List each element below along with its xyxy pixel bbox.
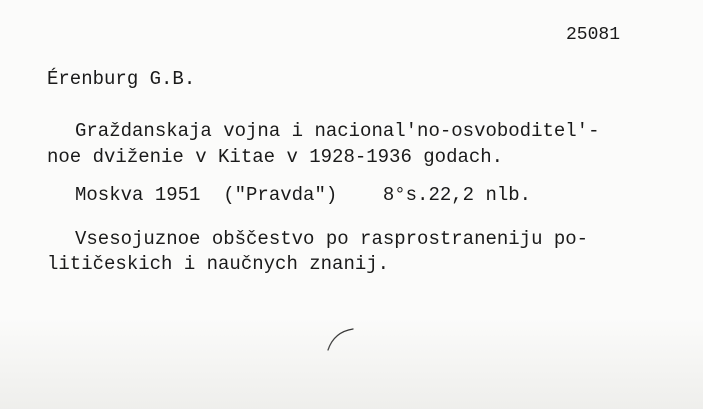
pencil-stroke-mark — [326, 326, 356, 352]
title-line-2: noe dviženie v Kitae v 1928-1936 godach. — [47, 146, 504, 168]
publisher-line-1: Vsesojuznoe obščestvo po rasprostraneniju po- — [75, 228, 589, 250]
catalog-number: 25081 — [566, 25, 621, 45]
title-line-1: Graždanskaja vojna i nacional'no-osvoboditel'- — [75, 120, 600, 142]
imprint-line: Moskva 1951 ("Pravda") 8°s.22,2 nlb. — [75, 184, 532, 206]
publisher-line-2: litičeskich i naučnych znanij. — [47, 253, 390, 275]
author-name: Érenburg G.B. — [47, 68, 196, 90]
